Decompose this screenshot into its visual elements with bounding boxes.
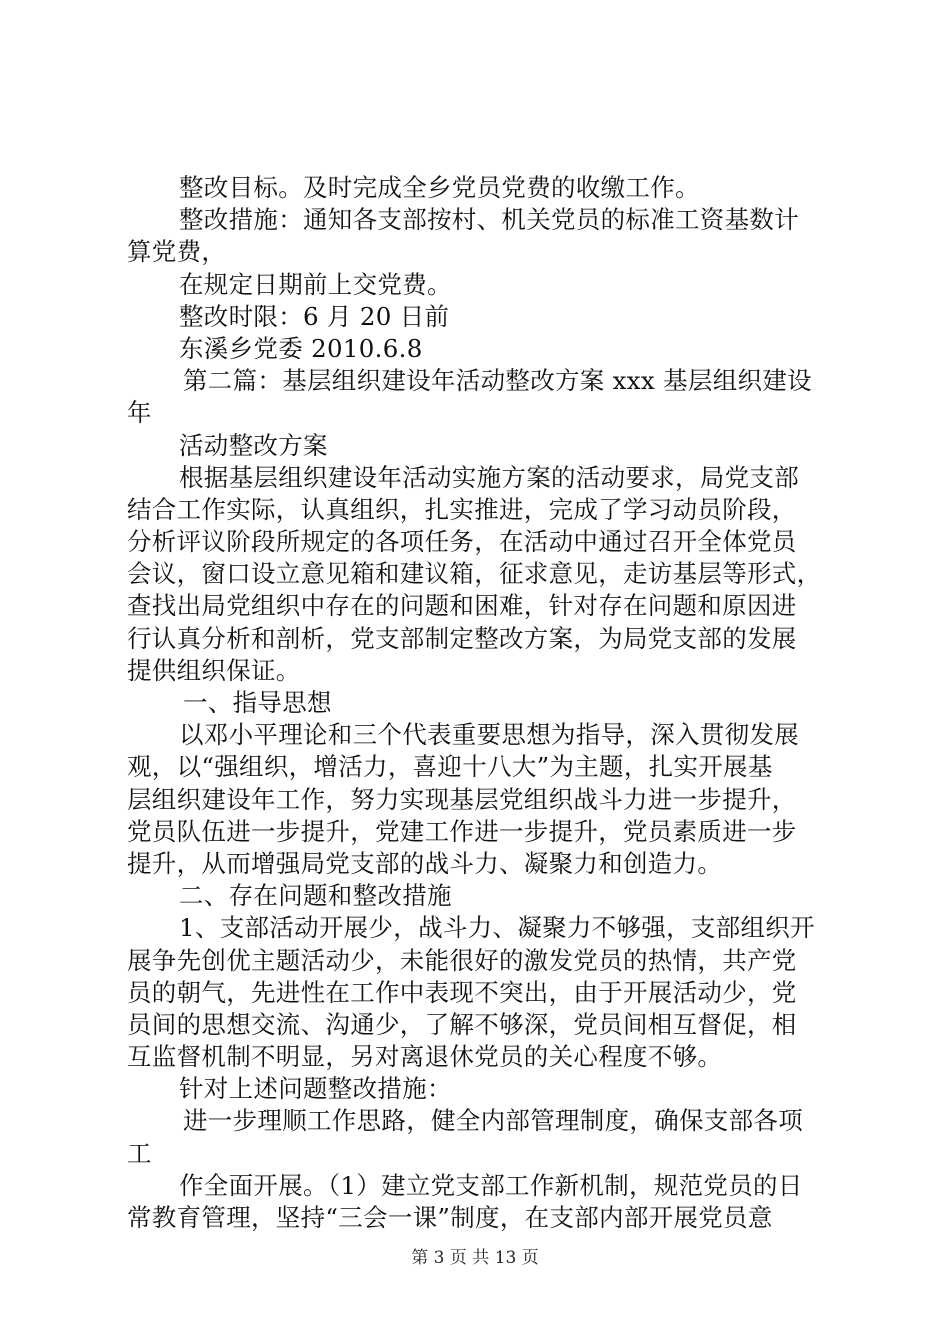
text-line: 年 — [127, 398, 152, 428]
text-line: 提供组织保证。 — [127, 655, 301, 685]
text-line: 展争先创优主题活动少，未能很好的激发党员的热情，共产党 — [127, 945, 797, 975]
text-line: 观，以“强组织，增活力，喜迎十八大”为主题，扎实开展基 — [127, 752, 773, 782]
text-line: 员间的思想交流、沟通少，了解不够深，党员间相互督促，相 — [127, 1009, 797, 1039]
text-line: 整改时限：6 月 20 日前 — [179, 301, 450, 331]
text-line: 第二篇：基层组织建设年活动整改方案 xxx 基层组织建设 — [183, 366, 812, 396]
text-line: 层组织建设年工作，努力实现基层党组织战斗力进一步提升， — [127, 784, 797, 814]
page-footer: 第 3 页 共 13 页 — [411, 1248, 539, 1268]
text-line: 1、支部活动开展少，战斗力、凝聚力不够强，支部组织开 — [179, 913, 815, 943]
text-line: 作全面开展。（1）建立党支部工作新机制，规范党员的日 — [179, 1170, 803, 1200]
text-line: 整改措施：通知各支部按村、机关党员的标准工资基数计 — [179, 205, 799, 235]
section-heading: 一、指导思想 — [183, 688, 332, 717]
text-line: 东溪乡党委 2010.6.8 — [179, 333, 423, 363]
text-line: 会议，窗口设立意见箱和建议箱，征求意见，走访基层等形式， — [127, 559, 822, 589]
text-line: 结合工作实际，认真组织，扎实推进，完成了学习动员阶段， — [127, 494, 797, 524]
text-line: 行认真分析和剖析，党支部制定整改方案，为局党支部的发展 — [127, 623, 797, 653]
text-line: 根据基层组织建设年活动实施方案的活动要求，局党支部 — [179, 462, 799, 492]
text-line: 工 — [127, 1138, 152, 1168]
text-line: 员的朝气，先进性在工作中表现不突出，由于开展活动少，党 — [127, 977, 797, 1007]
text-line: 常教育管理，坚持“三会一课”制度，在支部内部开展党员意 — [127, 1203, 773, 1232]
text-line: 互监督机制不明显，另对离退休党员的关心程度不够。 — [127, 1042, 723, 1072]
text-line: 查找出局党组织中存在的问题和困难，针对存在问题和原因进 — [127, 591, 797, 621]
text-line: 提升，从而增强局党支部的战斗力、凝聚力和创造力。 — [127, 848, 723, 878]
text-line: 在规定日期前上交党费。 — [179, 269, 452, 299]
text-line: 以邓小平理论和三个代表重要思想为指导，深入贯彻发展 — [179, 720, 799, 750]
text-line: 针对上述问题整改措施： — [179, 1074, 452, 1104]
text-line: 党员队伍进一步提升，党建工作进一步提升，党员素质进一步 — [127, 816, 797, 846]
section-heading: 二、存在问题和整改措施 — [179, 881, 452, 911]
text-line: 进一步理顺工作思路，健全内部管理制度，确保支部各项 — [183, 1106, 803, 1136]
text-line: 分析评议阶段所规定的各项任务，在活动中通过召开全体党员 — [127, 527, 797, 557]
document-body — [127, 172, 837, 1234]
text-line: 算党费， — [127, 237, 227, 267]
text-line: 活动整改方案 — [179, 430, 328, 460]
text-line: 整改目标。及时完成全乡党员党费的收缴工作。 — [179, 173, 700, 202]
